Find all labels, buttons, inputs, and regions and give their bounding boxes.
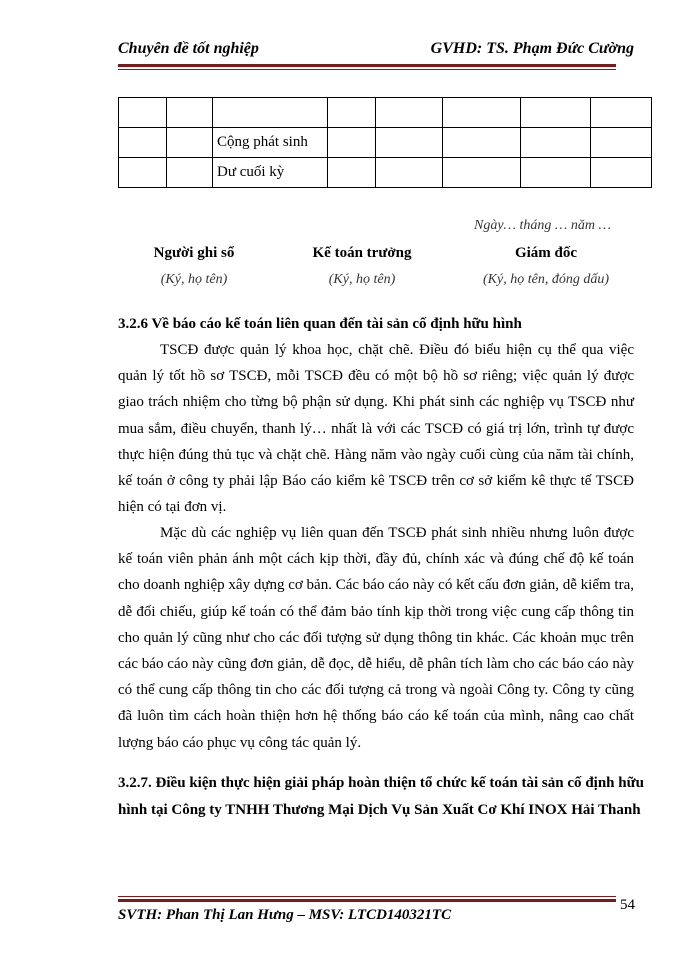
- section-327-heading: 3.2.7. Điều kiện thực hiện giải pháp hoàn thiện tổ chức kế toán tài sản cố định hữu hình tại Công ty TNHH Thương Mại Dịch Vụ Sản Xuất Cơ Khí INOX Hải Thanh: [118, 775, 644, 818]
- date-line: Ngày… tháng … năm …: [474, 218, 611, 233]
- signature-title: Giám đốc: [514, 245, 578, 261]
- table-cell: [443, 128, 521, 158]
- section-326-paragraph-2: Mặc dù các nghiệp vụ liên quan đến TSCĐ phát sinh nhiều nhưng luôn được kế toán viên phản ánh một cách kịp thời, đầy đủ, chính xác và đúng chế độ kế toán cho doanh nghiệp xây dựng cơ bản. Các báo cáo này có kết cấu đơn giản, dễ kiểm tra, dễ đối chiếu, giúp kế toán có thể đảm bảo tính kịp thời trong việc cung cấp thông tin cho quản lý cũng như cho các đối tượng sử dụng thông tin khác. Các khoản mục trên các báo cáo này cũng đơn giản, dễ đọc, dễ hiểu, dễ phân tích làm cho các báo cáo này có thể cung cấp thông tin cho các đối tượng cả trong và ngoài Công ty. Công ty cũng đã luôn tìm cách hoàn thiện hơn hệ thống báo cáo kế toán của mình, nâng cao chất lượng báo cáo phục vụ công tác quản lý.: [118, 525, 634, 751]
- table-cell: [591, 128, 652, 158]
- table-cell: [591, 98, 652, 128]
- page-header: [118, 38, 634, 66]
- header-document-type: Chuyên đề tốt nghiệp: [118, 40, 259, 57]
- signature-title: Kế toán trưởng: [312, 245, 412, 261]
- header-rule-thick: [118, 64, 616, 67]
- table-cell: [328, 98, 376, 128]
- table-cell: [119, 128, 167, 158]
- signature-note: (Ký, họ tên): [160, 272, 228, 287]
- table-cell: [167, 158, 213, 188]
- footer-student-info: SVTH: Phan Thị Lan Hưng – MSV: LTCD140321TC: [118, 907, 452, 923]
- table-row: [119, 128, 652, 158]
- header-rule-thin: [118, 69, 616, 70]
- table-cell: [521, 98, 591, 128]
- table-cell: [376, 128, 443, 158]
- footer-rule-thick: [118, 899, 616, 902]
- table-cell: [591, 158, 652, 188]
- table-cell: [167, 98, 213, 128]
- signature-recorder: [128, 245, 260, 288]
- page-number: 54: [620, 897, 635, 913]
- table-cell: [521, 158, 591, 188]
- section-326-paragraph-1: TSCĐ được quản lý khoa học, chặt chẽ. Điều đó biểu hiện cụ thể qua việc quản lý tốt hồ sơ TSCĐ, mỗi TSCĐ đều có một bộ hồ sơ riêng; việc quản lý được giao trách nhiệm cho từng bộ phận sử dụng. Khi phát sinh các nghiệp vụ TSCĐ như mua sắm, điều chuyển, thanh lý… nhất là với các TSCĐ có giá trị lớn, trình tự được thực hiện đúng thủ tục và chặt chẽ. Hàng năm vào ngày cuối cùng của năm tài chính, kế toán ở công ty phải lập Báo cáo kiểm kê TSCĐ trên cơ sở kiểm kê thực tế TSCĐ hiện có tại đơn vị.: [118, 342, 634, 516]
- table-cell: [167, 128, 213, 158]
- row-label: Cộng phát sinh: [213, 128, 328, 158]
- table-cell: [376, 158, 443, 188]
- table-cell: [376, 98, 443, 128]
- signature-chief-accountant: [292, 245, 432, 288]
- table-cell: [521, 128, 591, 158]
- signature-note: (Ký, họ tên): [328, 272, 396, 287]
- table-cell: [443, 158, 521, 188]
- table-cell: [328, 128, 376, 158]
- signature-note: (Ký, họ tên, đóng dấu): [483, 272, 609, 287]
- table-row: [119, 98, 652, 128]
- signature-title: Người ghi sổ: [153, 245, 235, 261]
- table-cell: [119, 98, 167, 128]
- row-label: [213, 98, 328, 128]
- ledger-table: [118, 97, 652, 188]
- footer-rule-thin: [118, 896, 616, 897]
- signature-director: [462, 245, 630, 288]
- table-row: [119, 158, 652, 188]
- header-supervisor: GVHD: TS. Phạm Đức Cường: [430, 40, 634, 57]
- row-label: Dư cuối kỳ: [213, 158, 328, 188]
- section-326-heading: 3.2.6 Về báo cáo kế toán liên quan đến tài sản cố định hữu hình: [118, 316, 522, 332]
- table-cell: [328, 158, 376, 188]
- table-cell: [119, 158, 167, 188]
- table-cell: [443, 98, 521, 128]
